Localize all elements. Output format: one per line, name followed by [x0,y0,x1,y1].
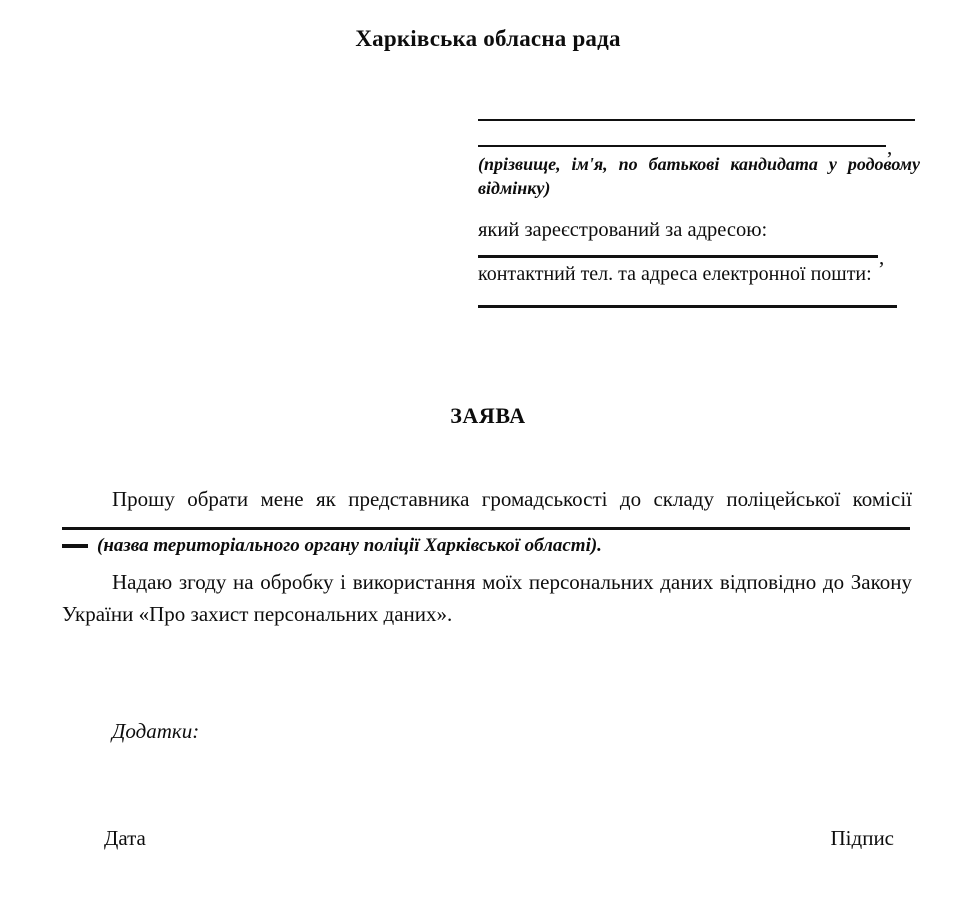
contact-fill-line[interactable] [478,305,897,308]
applicant-header-block [478,108,920,308]
address-label: який зареєстрований за адресою: [478,218,768,241]
contact-label: контактний тел. та адреса електронної пошти: [478,263,872,286]
organization-caption-row [62,535,912,557]
organization-short-underscore [62,544,88,548]
name-fill-line-2[interactable] [478,145,886,147]
name-field-caption: (прізвище, ім'я, по батькові кандидата у родовому відмінку) [478,154,920,199]
attachments-label: Додатки: [112,719,200,743]
address-fill-line[interactable] [478,255,878,258]
signature-footer [62,826,912,851]
address-fill-line-row: , [478,253,920,258]
request-paragraph: Прошу обрати мене як представника громадськості до складу поліцейської комісії [112,487,912,511]
consent-paragraph: Надаю згоду на обробку і використання моїх персональних даних відповідно до Закону України «Про захист персональних даних». [62,569,912,626]
name-fill-line-2-row: , [478,143,920,147]
page-title: Харківська обласна рада [355,26,621,51]
organization-caption: (назва територіального органу поліції Харківської області). [97,534,602,556]
signature-label: Підпис [830,826,894,850]
statement-heading: ЗАЯВА [450,403,526,428]
header-spacer [478,121,920,143]
organization-fill-line[interactable] [62,527,910,530]
document-body [62,484,912,631]
date-label: Дата [104,826,146,850]
